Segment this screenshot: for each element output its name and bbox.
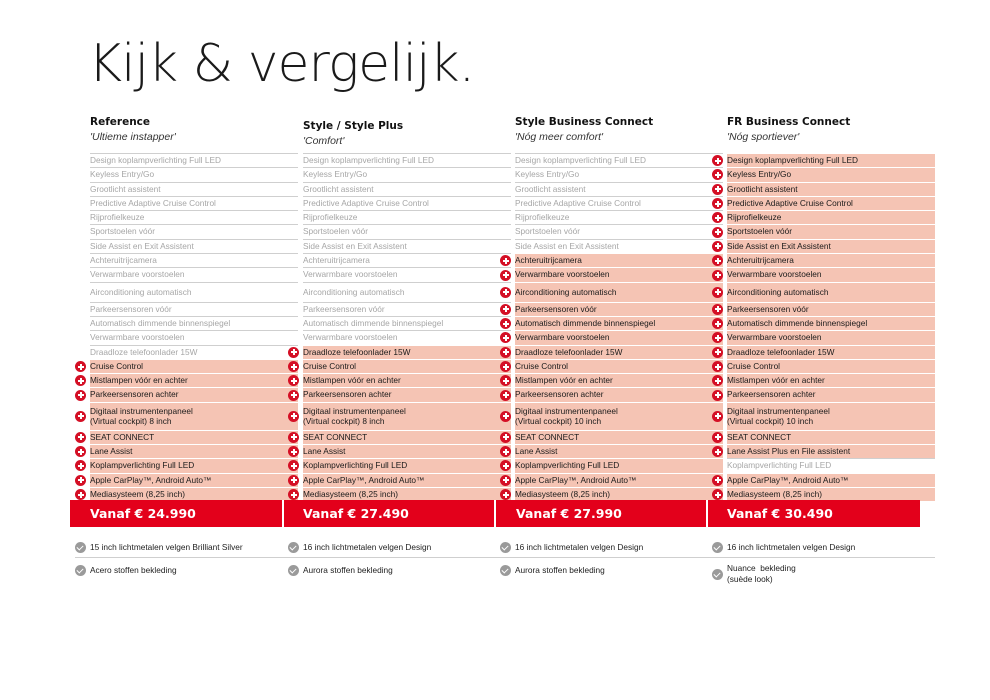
feature-label: SEAT CONNECT	[515, 431, 580, 442]
feature-label: Airconditioning automatisch	[90, 286, 192, 297]
feature-row	[727, 239, 935, 253]
feature-row	[90, 345, 298, 359]
feature-label: Cruise Control	[727, 360, 781, 371]
feature-label: Verwarmbare voorstoelen	[515, 332, 610, 343]
price-separator	[494, 500, 496, 527]
plus-icon	[500, 390, 511, 401]
feature-row	[727, 330, 935, 344]
trim-tagline: 'Ultieme instapper'	[90, 131, 176, 143]
feature-label: Mistlampen vóór en achter	[515, 375, 613, 386]
feature-row	[727, 224, 935, 238]
feature-label: Achteruitrijcamera	[303, 255, 370, 266]
feature-row	[90, 473, 298, 487]
feature-label: Automatisch dimmende binnenspiegel	[515, 317, 656, 328]
feature-row	[727, 302, 935, 316]
feature-label: Design koplampverlichting Full LED	[515, 155, 646, 165]
feature-label: Mediasysteem (8,25 inch)	[90, 488, 185, 499]
feature-label: Koplampverlichting Full LED	[727, 460, 832, 471]
feature-row	[303, 430, 511, 444]
feature-label: Design koplampverlichting Full LED	[727, 155, 858, 165]
extra-item	[90, 563, 298, 577]
extra-label: 15 inch lichtmetalen velgen Brilliant Silver	[90, 542, 243, 552]
feature-row	[515, 430, 723, 444]
feature-row	[90, 210, 298, 224]
plus-icon	[712, 287, 723, 298]
feature-row	[727, 253, 935, 267]
feature-row	[727, 430, 935, 444]
feature-label: Predictive Adaptive Cruise Control	[515, 197, 641, 208]
plus-icon	[75, 475, 86, 486]
feature-label: Keyless Entry/Go	[727, 169, 792, 180]
plus-icon	[288, 489, 299, 500]
feature-label: Verwarmbare voorstoelen	[515, 269, 610, 280]
plus-icon	[500, 304, 511, 315]
extra-label: Aurora stoffen bekleding	[303, 565, 393, 575]
trim-name: Style Business Connect	[515, 116, 654, 128]
feature-row	[515, 282, 723, 302]
feature-label: Sportstoelen vóór	[303, 226, 369, 237]
feature-label: Predictive Adaptive Cruise Control	[727, 197, 853, 208]
feature-row	[303, 402, 511, 430]
feature-label: Airconditioning automatisch	[515, 286, 617, 297]
check-icon	[75, 542, 86, 553]
feature-label: Lane Assist	[515, 446, 558, 457]
plus-icon	[712, 411, 723, 422]
feature-row	[727, 210, 935, 224]
feature-row	[303, 196, 511, 210]
feature-label: Side Assist en Exit Assistent	[303, 240, 407, 251]
trim-tagline: 'Comfort'	[303, 135, 345, 147]
feature-label: Keyless Entry/Go	[303, 169, 368, 180]
trim-tagline: 'Nóg sportiever'	[727, 131, 800, 143]
feature-row	[727, 444, 935, 458]
feature-label: Mediasysteem (8,25 inch)	[303, 488, 398, 499]
plus-icon	[712, 227, 723, 238]
check-icon	[712, 542, 723, 553]
feature-row	[303, 210, 511, 224]
feature-row	[90, 330, 298, 344]
feature-label: Achteruitrijcamera	[515, 255, 582, 266]
feature-label: Side Assist en Exit Assistent	[515, 240, 619, 251]
feature-label: Draadloze telefoonlader 15W	[727, 346, 835, 357]
feature-label: Parkeersensoren vóór	[727, 303, 809, 314]
feature-label: Parkeersensoren vóór	[303, 303, 385, 314]
column-header	[90, 116, 298, 143]
feature-row	[515, 458, 723, 472]
feature-label: Digitaal instrumentenpaneel (Virtual cockpit) 8 inch	[90, 405, 193, 426]
feature-row	[727, 267, 935, 281]
plus-icon	[712, 198, 723, 209]
plus-icon	[712, 347, 723, 358]
feature-label: Cruise Control	[303, 360, 357, 371]
feature-label: Parkeersensoren achter	[303, 389, 392, 400]
feature-row	[515, 182, 723, 196]
plus-icon	[712, 184, 723, 195]
price-separator	[706, 500, 708, 527]
feature-row	[303, 444, 511, 458]
feature-label: SEAT CONNECT	[90, 431, 155, 442]
plus-icon	[288, 390, 299, 401]
feature-label: Koplampverlichting Full LED	[90, 460, 195, 471]
feature-row	[303, 387, 511, 401]
plus-icon	[500, 489, 511, 500]
feature-label: Achteruitrijcamera	[727, 255, 794, 266]
feature-row	[303, 458, 511, 472]
price-bar	[70, 500, 920, 527]
feature-label: Parkeersensoren vóór	[515, 303, 597, 314]
price-separator	[282, 500, 284, 527]
feature-label: Verwarmbare voorstoelen	[90, 332, 185, 343]
plus-icon	[288, 347, 299, 358]
extras-divider	[288, 557, 511, 558]
plus-icon	[712, 489, 723, 500]
feature-label: Side Assist en Exit Assistent	[90, 240, 194, 251]
plus-icon	[500, 361, 511, 372]
feature-label: Design koplampverlichting Full LED	[90, 155, 221, 165]
feature-label: Digitaal instrumentenpaneel (Virtual cockpit) 10 inch	[515, 405, 618, 426]
extra-item	[90, 540, 298, 554]
feature-row	[90, 302, 298, 316]
feature-label: Parkeersensoren vóór	[90, 303, 172, 314]
feature-row	[303, 316, 511, 330]
feature-label: Mistlampen vóór en achter	[90, 375, 188, 386]
feature-row	[90, 239, 298, 253]
plus-icon	[75, 361, 86, 372]
feature-row	[515, 473, 723, 487]
feature-label: Apple CarPlay™, Android Auto™	[303, 474, 425, 485]
feature-row	[515, 196, 723, 210]
feature-label: Rijprofielkeuze	[90, 212, 145, 223]
feature-row	[515, 239, 723, 253]
feature-label: Automatisch dimmende binnenspiegel	[303, 317, 444, 328]
price-style: Vanaf € 27.490	[303, 506, 409, 521]
plus-icon	[712, 390, 723, 401]
feature-row	[515, 402, 723, 430]
plus-icon	[712, 361, 723, 372]
trim-name: Reference	[90, 116, 151, 128]
check-icon	[500, 565, 511, 576]
feature-label: Mediasysteem (8,25 inch)	[727, 488, 822, 499]
feature-row	[727, 316, 935, 330]
feature-label: Airconditioning automatisch	[727, 286, 829, 297]
extra-item	[515, 540, 723, 554]
feature-label: Rijprofielkeuze	[303, 212, 358, 223]
feature-label: Verwarmbare voorstoelen	[727, 332, 822, 343]
feature-label: Keyless Entry/Go	[90, 169, 155, 180]
extra-item	[303, 563, 511, 577]
plus-icon	[75, 375, 86, 386]
feature-list	[90, 153, 298, 501]
feature-label: Cruise Control	[90, 360, 144, 371]
feature-label: Automatisch dimmende binnenspiegel	[90, 317, 231, 328]
feature-row	[515, 153, 723, 167]
check-icon	[288, 542, 299, 553]
plus-icon	[288, 411, 299, 422]
feature-label: SEAT CONNECT	[303, 431, 368, 442]
plus-icon	[500, 475, 511, 486]
plus-icon	[75, 432, 86, 443]
plus-icon	[288, 432, 299, 443]
plus-icon	[500, 270, 511, 281]
feature-row	[303, 302, 511, 316]
feature-label: Predictive Adaptive Cruise Control	[303, 197, 429, 208]
page-title: Kijk & vergelijk.	[88, 34, 475, 94]
feature-label: Parkeersensoren achter	[90, 389, 179, 400]
feature-label: Achteruitrijcamera	[90, 255, 157, 266]
feature-row	[727, 402, 935, 430]
feature-row	[303, 282, 511, 302]
plus-icon	[500, 411, 511, 422]
feature-label: Verwarmbare voorstoelen	[90, 269, 185, 280]
feature-list	[515, 153, 723, 501]
feature-label: Digitaal instrumentenpaneel (Virtual cockpit) 10 inch	[727, 405, 830, 426]
feature-label: Keyless Entry/Go	[515, 169, 580, 180]
feature-row	[90, 267, 298, 281]
feature-label: Parkeersensoren achter	[515, 389, 604, 400]
feature-label: Apple CarPlay™, Android Auto™	[515, 474, 637, 485]
feature-row	[303, 224, 511, 238]
feature-label: Cruise Control	[515, 360, 569, 371]
feature-label: Verwarmbare voorstoelen	[303, 269, 398, 280]
plus-icon	[712, 432, 723, 443]
feature-label: Grootlicht assistent	[90, 183, 161, 194]
feature-row	[727, 153, 935, 167]
feature-label: Digitaal instrumentenpaneel (Virtual cockpit) 8 inch	[303, 405, 406, 426]
feature-row	[303, 359, 511, 373]
extras-divider	[75, 557, 298, 558]
feature-label: Grootlicht assistent	[515, 183, 586, 194]
plus-icon	[75, 489, 86, 500]
feature-row	[515, 387, 723, 401]
check-icon	[712, 569, 723, 580]
plus-icon	[712, 241, 723, 252]
feature-label: Side Assist en Exit Assistent	[727, 240, 831, 251]
feature-label: Grootlicht assistent	[727, 183, 798, 194]
feature-label: Draadloze telefoonlader 15W	[303, 346, 411, 357]
plus-icon	[500, 287, 511, 298]
feature-row	[515, 210, 723, 224]
feature-row	[515, 330, 723, 344]
feature-row	[303, 345, 511, 359]
feature-row	[303, 167, 511, 181]
plus-icon	[500, 347, 511, 358]
feature-label: Rijprofielkeuze	[727, 212, 782, 223]
feature-row	[90, 167, 298, 181]
plus-icon	[288, 475, 299, 486]
price-fr-business-connect: Vanaf € 30.490	[727, 506, 833, 521]
extras-divider	[500, 557, 723, 558]
feature-row	[90, 402, 298, 430]
extra-item	[727, 563, 935, 585]
feature-row	[90, 316, 298, 330]
plus-icon	[500, 432, 511, 443]
feature-row	[90, 153, 298, 167]
plus-icon	[75, 460, 86, 471]
feature-row	[515, 253, 723, 267]
feature-row	[90, 253, 298, 267]
feature-row	[303, 473, 511, 487]
extra-label: Acero stoffen bekleding	[90, 565, 177, 575]
price-style-business-connect: Vanaf € 27.990	[516, 506, 622, 521]
feature-row	[727, 387, 935, 401]
feature-label: Verwarmbare voorstoelen	[303, 332, 398, 343]
feature-row	[303, 253, 511, 267]
column-header	[303, 120, 511, 147]
extras-divider	[712, 557, 935, 558]
feature-label: Apple CarPlay™, Android Auto™	[727, 474, 849, 485]
feature-row	[90, 387, 298, 401]
check-icon	[75, 565, 86, 576]
feature-row	[727, 473, 935, 487]
feature-row	[90, 373, 298, 387]
feature-label: Koplampverlichting Full LED	[515, 460, 620, 471]
feature-row	[515, 359, 723, 373]
extra-item	[303, 540, 511, 554]
feature-label: Sportstoelen vóór	[515, 226, 581, 237]
plus-icon	[75, 411, 86, 422]
feature-list	[303, 153, 511, 501]
feature-label: Verwarmbare voorstoelen	[727, 269, 822, 280]
extra-label: 16 inch lichtmetalen velgen Design	[515, 542, 644, 552]
price-reference: Vanaf € 24.990	[90, 506, 196, 521]
feature-row	[515, 224, 723, 238]
plus-icon	[712, 304, 723, 315]
feature-row	[515, 345, 723, 359]
check-icon	[500, 542, 511, 553]
feature-row	[90, 359, 298, 373]
feature-row	[90, 444, 298, 458]
feature-label: Lane Assist	[303, 446, 346, 457]
feature-row	[515, 373, 723, 387]
feature-row	[303, 267, 511, 281]
plus-icon	[75, 390, 86, 401]
extra-label: 16 inch lichtmetalen velgen Design	[303, 542, 432, 552]
feature-label: Sportstoelen vóór	[90, 226, 156, 237]
feature-row	[515, 444, 723, 458]
feature-row	[303, 330, 511, 344]
feature-label: Apple CarPlay™, Android Auto™	[90, 474, 212, 485]
feature-label: Draadloze telefoonlader 15W	[90, 346, 198, 357]
feature-row	[727, 345, 935, 359]
feature-label: Design koplampverlichting Full LED	[303, 155, 434, 165]
feature-label: Automatisch dimmende binnenspiegel	[727, 317, 868, 328]
feature-row	[303, 373, 511, 387]
feature-row	[727, 182, 935, 196]
feature-row	[90, 282, 298, 302]
check-icon	[288, 565, 299, 576]
feature-row	[90, 224, 298, 238]
feature-label: Airconditioning automatisch	[303, 286, 405, 297]
extra-label: 16 inch lichtmetalen velgen Design	[727, 542, 856, 552]
feature-row	[727, 373, 935, 387]
feature-row	[90, 196, 298, 210]
column-header	[515, 116, 723, 143]
plus-icon	[712, 270, 723, 281]
feature-row	[303, 182, 511, 196]
feature-label: Lane Assist	[90, 446, 133, 457]
feature-label: Mistlampen vóór en achter	[727, 375, 825, 386]
feature-row	[90, 182, 298, 196]
extra-label: Aurora stoffen bekleding	[515, 565, 605, 575]
plus-icon	[712, 475, 723, 486]
trim-name: Style / Style Plus	[303, 120, 404, 132]
feature-label: Predictive Adaptive Cruise Control	[90, 197, 216, 208]
feature-label: Grootlicht assistent	[303, 183, 374, 194]
feature-row	[515, 302, 723, 316]
trim-name: FR Business Connect	[727, 116, 851, 128]
feature-label: Lane Assist Plus en File assistent	[727, 446, 851, 457]
feature-row	[727, 282, 935, 302]
feature-row	[90, 430, 298, 444]
feature-label: Draadloze telefoonlader 15W	[515, 346, 623, 357]
feature-row	[515, 316, 723, 330]
extra-item	[727, 540, 935, 554]
column-header	[727, 116, 935, 143]
feature-label: Rijprofielkeuze	[515, 212, 570, 223]
feature-label: SEAT CONNECT	[727, 431, 792, 442]
feature-label: Koplampverlichting Full LED	[303, 460, 408, 471]
extra-item	[515, 563, 723, 577]
feature-label: Mediasysteem (8,25 inch)	[515, 488, 610, 499]
feature-label: Mistlampen vóór en achter	[303, 375, 401, 386]
plus-icon	[75, 446, 86, 457]
extra-label: Nuance bekleding (suède look)	[727, 563, 796, 584]
feature-label: Parkeersensoren achter	[727, 389, 816, 400]
feature-row	[727, 196, 935, 210]
feature-row	[727, 167, 935, 181]
feature-row	[727, 458, 935, 472]
feature-row	[90, 458, 298, 472]
feature-list	[727, 153, 935, 501]
feature-row	[515, 167, 723, 181]
plus-icon	[288, 361, 299, 372]
feature-row	[515, 267, 723, 281]
feature-row	[303, 153, 511, 167]
feature-label: Sportstoelen vóór	[727, 226, 793, 237]
feature-row	[303, 239, 511, 253]
feature-row	[727, 359, 935, 373]
trim-tagline: 'Nóg meer comfort'	[515, 131, 604, 143]
